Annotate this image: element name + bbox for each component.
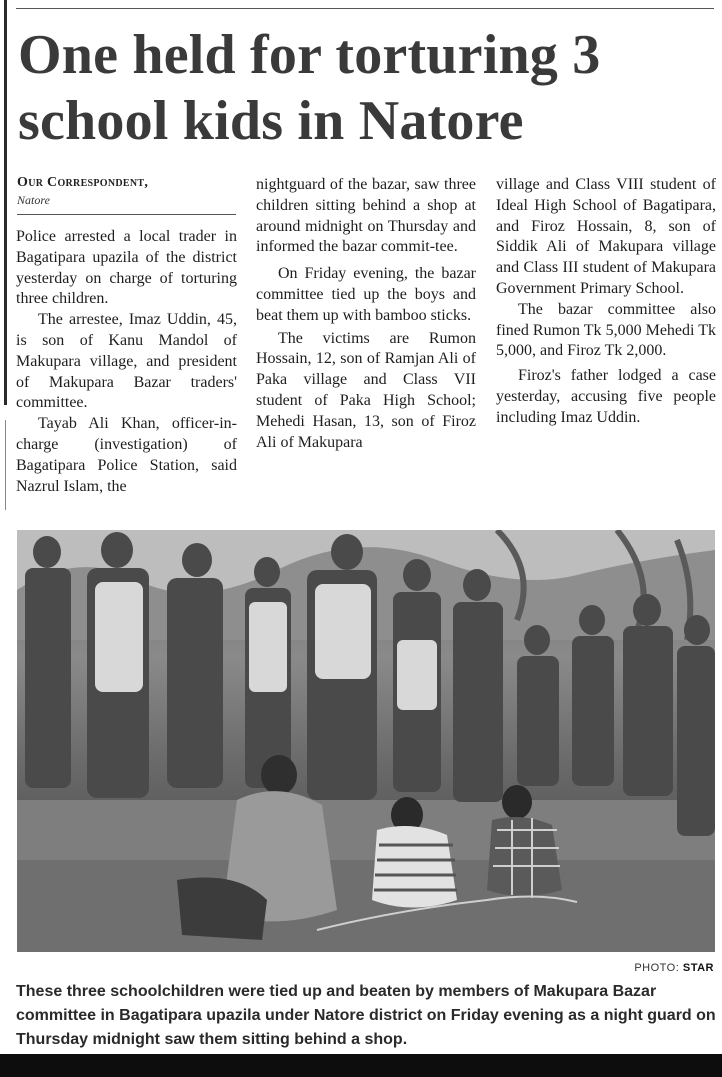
bottom-border-band xyxy=(0,1054,722,1077)
photo-credit xyxy=(634,962,714,974)
article-paragraph: On Friday evening, the bazar committee tied up the boys and beat them up with bamboo sticks. xyxy=(256,265,476,324)
column-side-rule xyxy=(4,0,7,405)
article-paragraph: The arrestee, Imaz Uddin, 45, is son of Kanu Mandol of Makupara village, and president of Makupara Bazar traders' committee. xyxy=(16,311,237,412)
article-paragraph: Tayab Ali Khan, officer-in-charge (investigation) of Bagatipara Police Station, said Nazrul Islam, the xyxy=(16,415,237,495)
byline-dateline: Natore xyxy=(17,193,50,207)
article-column-2 xyxy=(256,175,476,453)
article-paragraph: village and Class VIII student of Ideal High School of Bagatipara, and Firoz Hossain, 8, son of Siddik Ali of Makupara village and Class III student of Makupara Government Primary School. xyxy=(496,176,716,297)
photo-caption: These three schoolchildren were tied up and beaten by members of Makupara Bazar committee in Bagatipara upazila under Natore district on Friday evening as a night guard on Thursday midnight saw them sitting behind a shop. xyxy=(16,983,716,1048)
article-column-3 xyxy=(496,175,716,429)
headline: One held for torturing 3 school kids in Natore xyxy=(18,24,601,152)
article-paragraph: nightguard of the bazar, saw three children sitting behind a shop at around midnight on Thursday and informed the bazar commit-tee. xyxy=(256,176,476,256)
news-photo xyxy=(17,530,715,952)
byline xyxy=(17,175,237,208)
article-paragraph: Police arrested a local trader in Bagatipara upazila of the district yesterday on charge of torturing three children. xyxy=(16,228,237,308)
news-photo-illustration xyxy=(17,530,715,952)
top-rule xyxy=(16,8,714,9)
article-paragraph: The victims are Rumon Hossain, 12, son of Ramjan Ali of Paka village and Class VII student of Paka High School; Mehedi Hasan, 13, son of Firoz Ali of Makupara xyxy=(256,329,476,451)
photo-credit-prefix: PHOTO: xyxy=(634,962,680,974)
article-paragraph: The bazar committee also fined Rumon Tk 5,000 Mehedi Tk 5,000, and Firoz Tk 2,000. xyxy=(496,300,716,360)
article-column-1 xyxy=(16,227,237,497)
column-side-rule-lower xyxy=(5,420,6,510)
article-paragraph: Firoz's father lodged a case yesterday, accusing five people including Imaz Uddin. xyxy=(496,367,716,426)
byline-author: Our Correspondent, xyxy=(17,175,149,190)
photo-credit-source: STAR xyxy=(682,962,714,974)
byline-rule xyxy=(17,214,236,215)
